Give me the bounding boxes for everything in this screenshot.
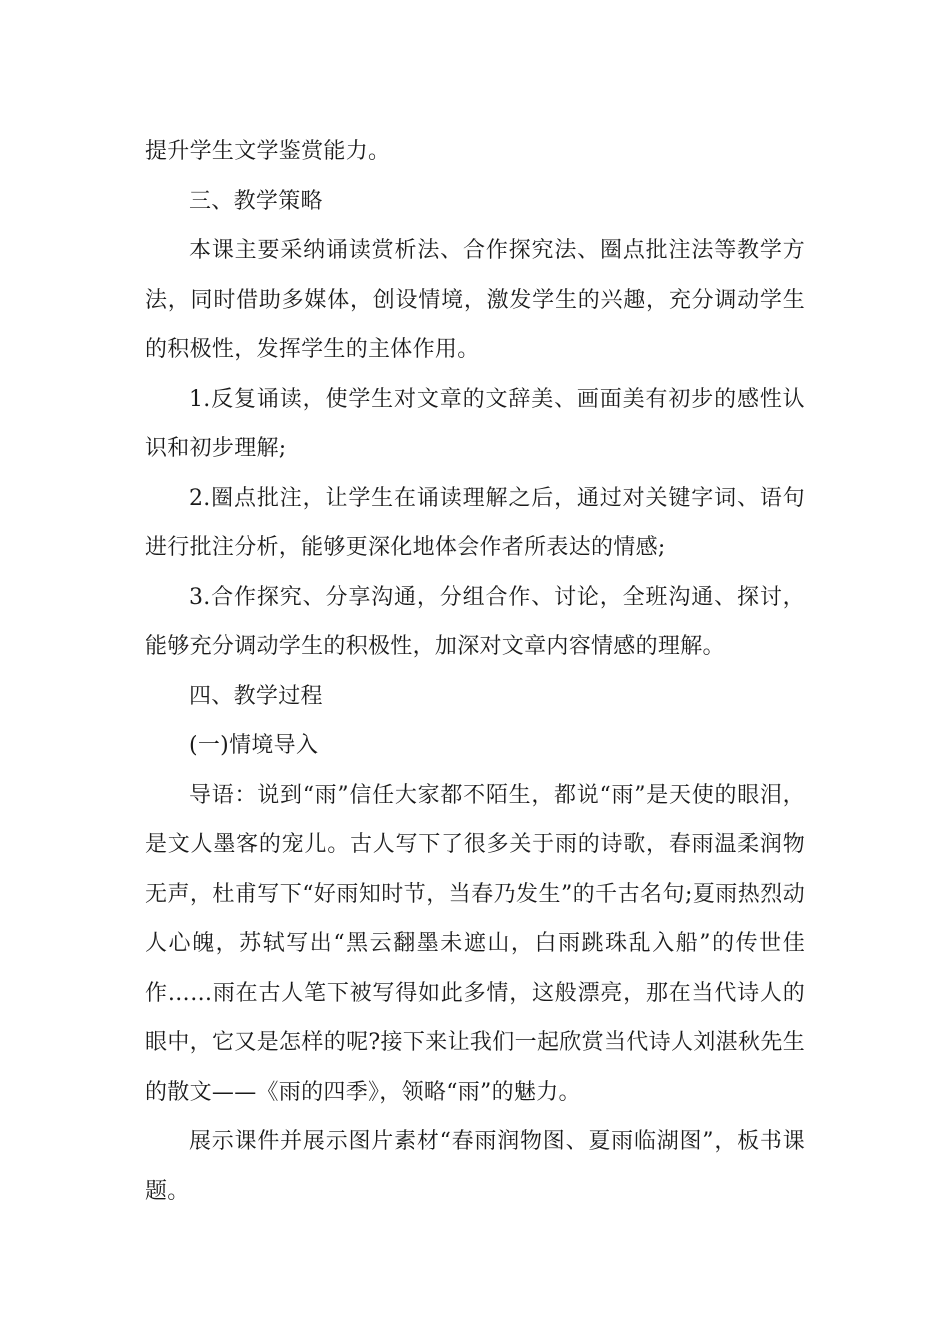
list-item-cooperation: 3.合作探究、分享沟通，分组合作、讨论，全班沟通、探讨，能够充分调动学生的积极性，加深对文章内容情感的理解。 <box>145 584 805 659</box>
paragraph-methods: 本课主要采纳诵读赏析法、合作探究法、圈点批注法等教学方法，同时借助多媒体，创设情境，激发学生的兴趣，充分调动学生的积极性，发挥学生的主体作用。 <box>145 238 805 362</box>
list-item-reading: 1.反复诵读，使学生对文章的文辞美、画面美有初步的感性认识和初步理解; <box>145 386 805 461</box>
paragraph-continuation: 提升学生文学鉴赏能力。 <box>145 139 391 164</box>
paragraph-courseware: 展示课件并展示图片素材“春雨润物图、夏雨临湖图”，板书课题。 <box>145 1129 805 1204</box>
paragraph-intro-speech: 导语：说到“雨”信任大家都不陌生，都说“雨”是天使的眼泪，是文人墨客的宠儿。古人写下了很多关于雨的诗歌，春雨温柔润物无声，杜甫写下“好雨知时节，当春乃发生”的千古名句;夏雨热烈动人心魄，苏轼写出“黑云翻墨未遮山，白雨跳珠乱入船”的传世佳作……雨在古人笔下被写得如此多情，这般漂亮，那在当代诗人的眼中，它又是怎样的呢?接下来让我们一起欣赏当代诗人刘湛秋先生的散文——《雨的四季》，领略“雨”的魅力。 <box>145 782 805 1105</box>
section-heading-process: 四、教学过程 <box>189 683 323 709</box>
subsection-heading-intro: (一)情境导入 <box>189 733 319 758</box>
list-item-annotation: 2.圈点批注，让学生在诵读理解之后，通过对关键字词、语句进行批注分析，能够更深化地体会作者所表达的情感; <box>145 485 805 560</box>
section-heading-strategy: 三、教学策略 <box>189 188 323 214</box>
document-body <box>145 127 805 1216</box>
